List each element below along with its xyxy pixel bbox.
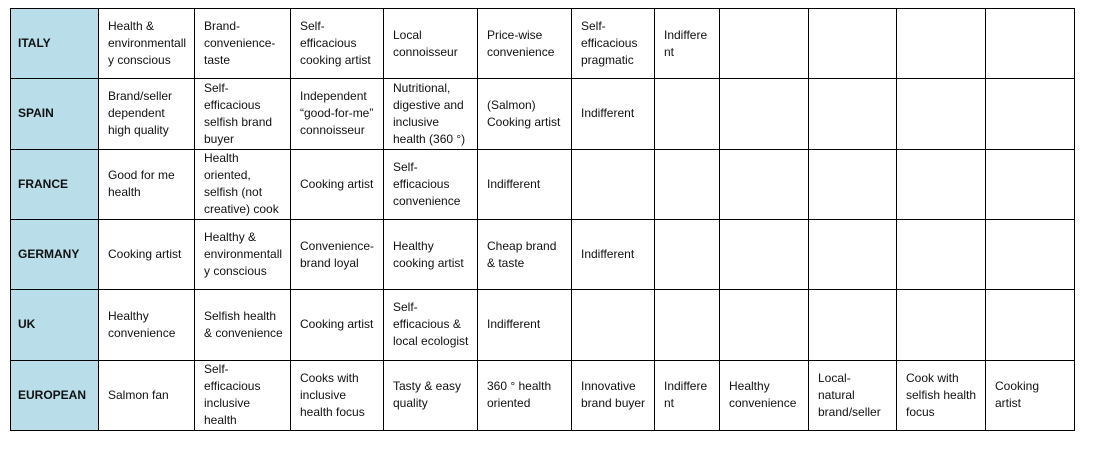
segment-cell: Brand-convenience-taste [195, 9, 291, 79]
segment-cell: Health & environmentally conscious [99, 9, 195, 79]
segment-cell: Convenience-brand loyal [291, 219, 384, 289]
segment-cell: Cooking artist [986, 360, 1075, 430]
country-label: UK [11, 290, 99, 360]
segment-cell [809, 149, 897, 219]
segment-cell [655, 290, 720, 360]
segments-table [10, 8, 1075, 431]
segment-cell: Cooking artist [99, 219, 195, 289]
segment-cell [897, 219, 986, 289]
segment-cell [897, 9, 986, 79]
segment-cell [720, 149, 809, 219]
segment-cell: Cooking artist [291, 290, 384, 360]
segment-cell: Health oriented, selfish (not creative) cook [195, 149, 291, 219]
table-row [11, 290, 1075, 360]
segment-cell: Indifferent [478, 149, 572, 219]
segment-cell: Healthy cooking artist [384, 219, 478, 289]
segment-cell: Salmon fan [99, 360, 195, 430]
segment-cell: Indifferent [655, 9, 720, 79]
segment-cell [572, 290, 655, 360]
segment-cell [809, 9, 897, 79]
segment-cell: Cooking artist [291, 149, 384, 219]
segment-cell [720, 290, 809, 360]
segment-cell: Price-wise convenience [478, 9, 572, 79]
segment-cell [986, 9, 1075, 79]
segment-cell: Cheap brand & taste [478, 219, 572, 289]
segment-cell [986, 290, 1075, 360]
segment-cell [809, 79, 897, 149]
segment-cell: Self-efficacious inclusive health [195, 360, 291, 430]
table-row [11, 9, 1075, 79]
segment-cell: Indifferent [572, 219, 655, 289]
segment-cell: Tasty & easy quality [384, 360, 478, 430]
segment-cell: Self-efficacious cooking artist [291, 9, 384, 79]
segment-cell [986, 149, 1075, 219]
segment-cell: Nutritional, digestive and inclusive health (360 °) [384, 79, 478, 149]
segment-cell: Healthy convenience [720, 360, 809, 430]
segment-cell: Self-efficacious & local ecologist [384, 290, 478, 360]
segment-cell [897, 290, 986, 360]
table-row [11, 149, 1075, 219]
segment-cell [655, 219, 720, 289]
segment-cell: Self-efficacious convenience [384, 149, 478, 219]
segment-cell: Indifferent [655, 360, 720, 430]
country-label: GERMANY [11, 219, 99, 289]
country-label: ITALY [11, 9, 99, 79]
segment-cell: Innovative brand buyer [572, 360, 655, 430]
country-label: EUROPEAN [11, 360, 99, 430]
table-row [11, 79, 1075, 149]
segment-cell [655, 149, 720, 219]
segment-cell: Healthy & environmentally conscious [195, 219, 291, 289]
segment-cell [986, 219, 1075, 289]
country-label: FRANCE [11, 149, 99, 219]
segment-cell: 360 ° health oriented [478, 360, 572, 430]
segment-cell [655, 79, 720, 149]
segment-cell [897, 149, 986, 219]
segment-cell: Healthy convenience [99, 290, 195, 360]
segment-cell [720, 219, 809, 289]
segment-cell: Cooks with inclusive health focus [291, 360, 384, 430]
segment-cell: (Salmon) Cooking artist [478, 79, 572, 149]
segment-cell: Local- natural brand/seller [809, 360, 897, 430]
table-row [11, 219, 1075, 289]
segment-cell: Good for me health [99, 149, 195, 219]
segment-cell [720, 79, 809, 149]
country-label: SPAIN [11, 79, 99, 149]
segment-cell: Indifferent [572, 79, 655, 149]
table-body [11, 9, 1075, 431]
segment-cell: Independent “good-for-me” connoisseur [291, 79, 384, 149]
segment-cell: Self-efficacious pragmatic [572, 9, 655, 79]
segment-cell [986, 79, 1075, 149]
segment-cell: Cook with selfish health focus [897, 360, 986, 430]
segment-cell [572, 149, 655, 219]
segment-cell [809, 290, 897, 360]
segment-cell: Indifferent [478, 290, 572, 360]
segment-cell: Selfish health & convenience [195, 290, 291, 360]
segment-cell: Brand/seller dependent high quality [99, 79, 195, 149]
segment-cell [897, 79, 986, 149]
segment-cell: Self-efficacious selfish brand buyer [195, 79, 291, 149]
segment-cell: Local connoisseur [384, 9, 478, 79]
segment-cell [809, 219, 897, 289]
segment-cell [720, 9, 809, 79]
table-row [11, 360, 1075, 430]
